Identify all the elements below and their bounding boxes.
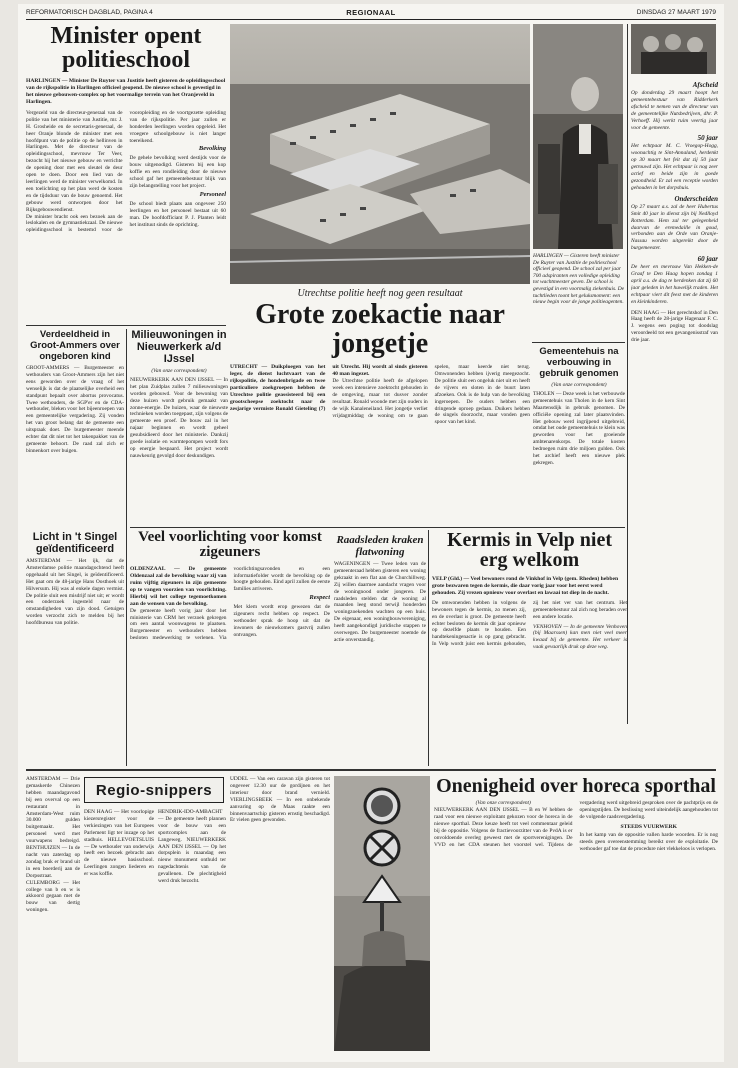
politie-body-1: Vergezeld van de directeur-generaal van de politie van het ministerie van Justitie, mr. J. H. Grosheide en de secretaris-generaal, de heer Oranje blonde de minister met een hoofdpunt van de politie op de hellinven in Harlingen. Met de directeur van de opleidingsschool, mevrouw Ter Veer, bezocht hij het nieuwe gebouw en verrichte de opening door met een sleutel de deur open te doen. Door een lied van de leerlingen werd de minister verwelkomd. In een toelichting op het plan werd de kosten en de tijdsduur van de bouw genoemd. Het gebouw werd ontworpen door het Rijksgebouwendienst.	[26, 109, 123, 213]
photo-road-sign	[334, 776, 430, 1051]
horeca-body-wrap	[434, 800, 718, 852]
photo-sidebar	[631, 24, 716, 74]
zoek-lead: UTRECHT — Duikploegen van het leger, de dienst luchtvaart van de rijkspolitie, de hondenbrigade en twee particuliere zoekgroepen hebben de Utrechtse politie geassisteerd bij een grootscheepse zoektocht naar de zesjarige vermiste Ronald Gieteling (7) uit Utrecht. Hij wordt al sinds gisteren 40 man ingezet.	[230, 364, 428, 413]
zigeuners-body: De gemeente heeft vorig jaar door het ministerie van CRM het verzoek gekregen om een aantal woonwagens te plaatsen. Burgemeester en wethouders hebben besloten medewerking te verlenen. Via voorlichtingsavonden en een informatiefolder wordt de bevolking op de hoogte gehouden. Eind april zullen de eerste families arriveren.	[130, 565, 330, 642]
photo-politieschool-aerial	[230, 24, 530, 284]
milieu-headline: Milieuwoningen in Nieuwerkerk a/d IJssel	[131, 329, 227, 365]
kermis-caption: VENHOVEN — In de gemeente Venhoven (bij Maarssen) kan men niet veel meer kwaad bij de gemeente. Het verkeer is vaak gevaarlijk druk op deze weg.	[533, 623, 627, 650]
lichtsingel-article	[26, 531, 124, 766]
politie-subhead-2: Personeel	[199, 190, 226, 198]
politie-body	[26, 110, 226, 234]
divider	[627, 24, 628, 724]
zigeuners-subhead: Respect	[309, 594, 330, 602]
afscheid-body: Op donderdag 29 maart hoopt het gemeentebestuur van Ridderkerk afscheid te nemen van de directeur van de gemeentelijke Nutsbedrijven, dhr. P. Verhoeff. Hij werkt ruim veertig jaar voor de gemeente.	[631, 90, 718, 131]
raadsleden-body: WAGENINGEN — Twee leden van de gemeenteraad hebben gisteren een woning gekraakt in een flat aan de Churchillweg. Zij willen daarmee aandacht vragen voor de woningnood onder jongeren. De raadsleden stelden dat de woning al maanden leeg stond terwijl honderden woningzoekenden wachten op een huis. De eigenaar, een woningbouwvereniging, heeft aangekondigd juridische stappen te overwegen. De burgemeester noemde de actie onverstandig.	[334, 561, 426, 643]
jaar50-title: 50 jaar	[697, 134, 718, 143]
jaar60-title: 60 jaar	[697, 255, 718, 264]
politie-article	[26, 24, 226, 324]
horeca-article	[434, 776, 718, 1051]
kermis-headline: Kermis in Velp niet erg welkom	[446, 530, 612, 572]
kermis-lead: VELP (Gld.) — Veel bewoners rond de Vinkhof in Velp (gem. Rheden) hebben grote bezwaren tegen de kermis, die daar vorig jaar voor het eerst werd gehouden. Zij vrezen opnieuw voor overlast en lawaai tot diep in de nacht.	[432, 575, 619, 596]
horeca-subhead: STEEDS VUURWERK	[620, 824, 677, 831]
regio-col-1: DEN HAAG — Het voorlopige kiezersregister voor de verkiezingen van het Europees Parlement ligt ter inzage op het stadhuis. HELLEVOETSLUIS — De wethouder van onderwijs heeft een bezoek gebracht aan de nieuwe basisschool. Leerlingen zongen liederen en er was koffie.	[84, 809, 154, 878]
gemeentehuis-byline: (Van onze correspondent)	[551, 382, 607, 388]
lichtsingel-body: AMSTERDAM — Het ijk, dat de Amsterdamse politie maandagochtend heeft opgehaald uit het Singel, is geïdentificeerd. Het gaat om de 48-jarige Hans Oosthoek uit Hilversum. Hij was al enkele dagen vermist. De politie sluit een misdrijf niet uit; er wordt een onderzoek ingesteld naar de omstandigheden van zijn dood. Getuigen worden verzocht zich te melden bij het hoofdbureau van politie.	[26, 558, 124, 627]
milieu-article	[130, 329, 228, 524]
politie-body-3: De gehele bevolking werd destijds voor de bouw uitgenodigd. Gisteren bij een kop koffie en een rondleiding door de nieuwe school gaf het gemeentebestuur blijk van zijn belangstelling voor het project.	[129, 155, 226, 189]
newspaper-page	[18, 4, 724, 1062]
zoek-body: De Utrechtse politie heeft de afgelopen week een intensieve zoektocht gehouden in de omgeving, maar tot dusver zonder resultaat. Ronald woonde met zijn ouders in de wijk Kanaleneiland. Het jongetje verliet vrijdagmiddag de woning om te gaan spelen, maar keerde niet terug. Omwonenden hebben ijverig meegezocht. De politie sluit een ongeluk niet uit en heeft de vijvers en sloten in de buurt laten afzoeken. Ook is de hulp van de bevolking ingeroepen. De ouders hebben een dringende oproep gedaan. Duikers hebben de singels doorzocht, maar vonden geen spoor van het kind.	[332, 364, 530, 426]
minister-photo-image	[533, 24, 623, 249]
zoek-kicker: Utrechtse politie heeft nog geen resultaat	[297, 288, 463, 299]
raadsleden-kicker: Raadsleden kraken flatwoning	[336, 534, 424, 558]
divider	[532, 342, 625, 343]
sidebar-photo-image	[631, 24, 716, 74]
sidebar-column	[631, 78, 718, 638]
masthead-section: REGIONAAL	[346, 8, 396, 17]
minister-caption: HARLINGEN — Gisteren heeft minister De Ruyter van Justitie de politieschool officieel geopend. De school zal per jaar 700 adspiranten een volledige opleiding tot wachtmeester geven. De school is gevestigd in een voormalig ziekenhuis. De tuchtlieden toont het geluksmoment: een nieuw begin voor de jonge politieagenten.	[533, 253, 625, 306]
horeca-headline: Onenigheid over horeca sporthal	[436, 776, 716, 797]
gemeentehuis-body: THOLEN — Deze week is het verbouwde gemeentehuis van Tholen in de kern Sint Maartensdijk in gebruik genomen. De officiële opening zal later plaatsvinden. Het gebouw werd ingrijpend uitgebreid, omdat het oude gemeentehuis te klein was geworden voor het groeiende ambtenarenkorps. De totale kosten bedroegen ruim drie miljoen gulden. Ook het archief heeft een nieuwe plek gekregen.	[533, 390, 625, 466]
politie-lead: HARLINGEN — Minister De Ruyter van Justitie heeft gisteren de opleidingsschool van de rijkspolitie in Harlingen officieel geopend. De nieuwe school is gevestigd in het nieuwe gebouwen-complex op het voormalige terrein van het Oranjeveld in Harlingen.	[26, 77, 226, 105]
raadsleden-article	[334, 534, 426, 766]
regio-col-2: HENDRIK-IDO-AMBACHT — De gemeente heeft plannen voor de bouw van een sportcomplex aan de Langeweg. NIEUWERKERK AAN DEN IJSSEL — Op het dorpsplein is maandag een nieuw monument onthuld ter nagedachtenis van de gevallenen. De plechtigheid werd druk bezocht.	[158, 809, 226, 885]
kermis-body: De omwonenden hebben in volgens de bewoners tegen de kermis, zo menen zij, en de overlast is groot. De gemeente heeft echter besloten de kermis dit jaar opnieuw op dezelfde plaats te houden. Een handtekeningenactie is op gang gebracht. In Velp wordt juist een kermis gehouden, zij het niet ver van het centrum. Het gemeentebestuur zal zich nog beraden over een andere locatie.	[432, 599, 627, 648]
politie-headline: Minister opent politieschool	[50, 24, 202, 74]
verdeeldheid-headline: Verdeeldheid in Groot-Ammers over ongeboren kind	[30, 329, 120, 362]
road-sign-image	[334, 776, 430, 1051]
masthead-date: DINSDAG 27 MAART 1979	[636, 9, 716, 16]
afscheid-title: Afscheid	[692, 81, 718, 89]
onderscheiden-body: Op 27 maart a.s. zal de heer Hubertus Smit 40 jaar in dienst zijn bij Nedlloyd Rotterdam. Hem zal ter gelegenheid daarvan de eremedaille in goud, verbonden aan de Orde van Oranje-Nassau worden uitgereikt door de burgemeester.	[631, 203, 718, 252]
zigeuners-lead: OLDENZAAL — De gemeente Oldenzaal zal de bevolking waar zij van ruim vijftig zigeuners in zijn gemeente op te vangen voorzien van voorlichting. Hierbij wil het college tegemoetkomen aan de wensen van de bevolking.	[130, 565, 227, 607]
kermis-body-wrap	[432, 600, 627, 651]
zigeuners-body-wrap	[130, 566, 330, 643]
divider	[130, 527, 625, 528]
divider	[428, 530, 429, 766]
politie-body-2: De minister bracht ook een bezoek aan de leslokalen en de gymnastiekzaal. De nieuwe opleidingsschool is bestemd voor de vooropleiding en de voortgezette opleiding van de rijkspolitie. Per jaar zullen er honderden leerlingen worden opgeleid. Het vroegere schoolgebouw is niet langer toereikend.	[26, 109, 226, 234]
zigeuners-body-2: Met klem wordt erop gewezen dat de zigeuners recht hebben op respect. De wethouder sprak de hoop uit dat de inwoners de nieuwkomers gastvrij zullen ontvangen.	[233, 604, 330, 638]
lichtsingel-headline: Licht in 't Singel geïdentificeerd	[32, 531, 118, 555]
horeca-body: NIEUWERKERK AAN DEN IJSSEL — B en W hebben de raad voor een nieuwe exploitant gekozen voor de horeca in de nieuwe sporthal. Deze keuze heeft tot veel commentaar geleid bij de oppositie. Volgens de fractievoorzitter van de PvdA is er onvoldoende overleg geweest met de sportverenigingen. De VVD en het CDA steunen het voorstel wel. Tijdens de vergadering werd uitgebreid gesproken over de pachtprijs en de openingstijden. De beslissing werd uiteindelijk aangehouden tot de volgende raadsvergadering.	[434, 800, 718, 848]
milieu-body: NIEUWERKERK AAN DEN IJSSEL — In het plan Zuidplas zullen 7 milieuwoningen worden gebouwd. Voor de bewoning van deze huizen wordt gebruik gemaakt van zonne-energie. De huizen, waar de nieuwste technieken worden toegepast, zijn volgens de gemeente een proef. De bouw zal in het najaar beginnen en wordt geheel gesubsidieerd door het ministerie. Dankzij goede isolatie en warmtepompen wordt fors op energie bespaard. Het project wordt nauwkeurig gevolgd door deskundigen.	[130, 376, 228, 459]
divider	[26, 769, 716, 771]
masthead-paper: REFORMATORISCH DAGBLAD, PAGINA 4	[26, 9, 153, 16]
verdeeldheid-article	[26, 329, 124, 529]
jaar60-body: De heer en mevrouw Van Hekken-de Graaf te Den Haag hopen zondag 1 april a.s. de dag te herdenken dat zij 60 jaar geleden in het huwelijk traden. Het echtpaar viert dit feest met de kinderen en kleinkinderen.	[631, 264, 718, 305]
verdeeldheid-body: GROOT-AMMERS — Burgemeester en wethouders van Groot-Ammers zijn het niet eens geworden over de vraag of het wenselijk is dat de plaatselijke overheid een standpunt bepaalt over abortus provocatus. Twee wethouders, de SGP'er en de CDA-wethouder, bleken voor het bijeenroepen van een gemeentelijke vergadering. Zij vonden het van groot belang dat de gemeente een uitspraak doet. De burgemeester meende echter dat dit niet tot het takenpakket van de gemeente behoort. De raad zal zich er binnenkort over buigen.	[26, 365, 124, 454]
zoek-article	[230, 288, 530, 528]
politie-body-4: De school biedt plaats aan ongeveer 250 leerlingen en het personeel bestaat uit 60 man. De hoofdofficiant P. J. Planten leidt het instituut sinds de oprichting.	[129, 200, 226, 228]
horeca-byline: (Van onze correspondent)	[475, 800, 531, 807]
politie-subhead-1: Bevolking	[198, 145, 226, 153]
regio-col-3: UDDEL — Van een caravan zijn gisteren tot ongeveer 12.30 uur de gordijnen en het interieur door brand vernield. VIERLINGSBEEK — In een onbekende aanvaring op de Maas raakte een binnenvaartschip gisteren ernstig beschadigd. Er vielen geen gewonden.	[230, 776, 330, 824]
milieu-byline: (Van onze correspondent)	[151, 368, 207, 374]
zigeuners-headline: Veel voorlichting voor komst zigeuners	[138, 530, 322, 561]
horeca-body-2: In het kamp van de oppositie vallen harde woorden. Er is nog steeds geen overeenstemming bereikt over de exploitatie. De wethouder gaf toe dat de procedure niet vlekkeloos is verlopen.	[579, 832, 718, 852]
divider	[26, 325, 226, 326]
divider	[126, 329, 127, 766]
photo-minister	[533, 24, 623, 249]
onderscheiden-title: Onderscheiden	[674, 194, 718, 203]
gemeentehuis-headline: Gemeentehuis na verbouwing in gebruik genomen	[539, 346, 619, 379]
kermis-article	[432, 530, 627, 766]
zigeuners-article	[130, 530, 330, 766]
jaar50-body: Het echtpaar M. C. Vroegop-Hogg, woonachtig te Sint-Annaland, herdenkt op 30 maart het feit dat zij 50 jaar getrouwd zijn. Het echtpaar is nog zeer actief en beide zijn in goede gezondheid. Er zal een receptie worden gehouden in het dorpshuis.	[631, 143, 718, 191]
aerial-photo-image	[230, 24, 530, 284]
zoek-headline: Grote zoekactie naar jongetje	[255, 299, 505, 359]
regio-col-0: AMSTERDAM — Drie gemaskerde Chinezen hebben maandagavond bij een overval op een restaurant in Amsterdam-West ruim 30.000 gulden buitgemaakt. Het personeel werd met vuurwapens bedreigd. BENTHUIZEN — In de nacht van zaterdag op zondag brak er brand uit in een boerderij aan de Dorpsstraat. CULEMBORG — Het college van b en w is akkoord gegaan met de bouw van dertig woningen.	[26, 776, 80, 914]
zoek-body-wrap	[230, 364, 530, 426]
gemeentehuis-article	[533, 346, 625, 526]
regio-snippers-title: Regio-snippers	[84, 777, 224, 803]
masthead	[26, 6, 716, 20]
denhaag-body: DEN HAAG — Het gerechtshof in Den Haag heeft de 28-jarige Hagenaar F. C. J. wegens een poging tot doodslag veroordeeld tot een gevangenisstraf van drie jaar.	[631, 309, 718, 344]
